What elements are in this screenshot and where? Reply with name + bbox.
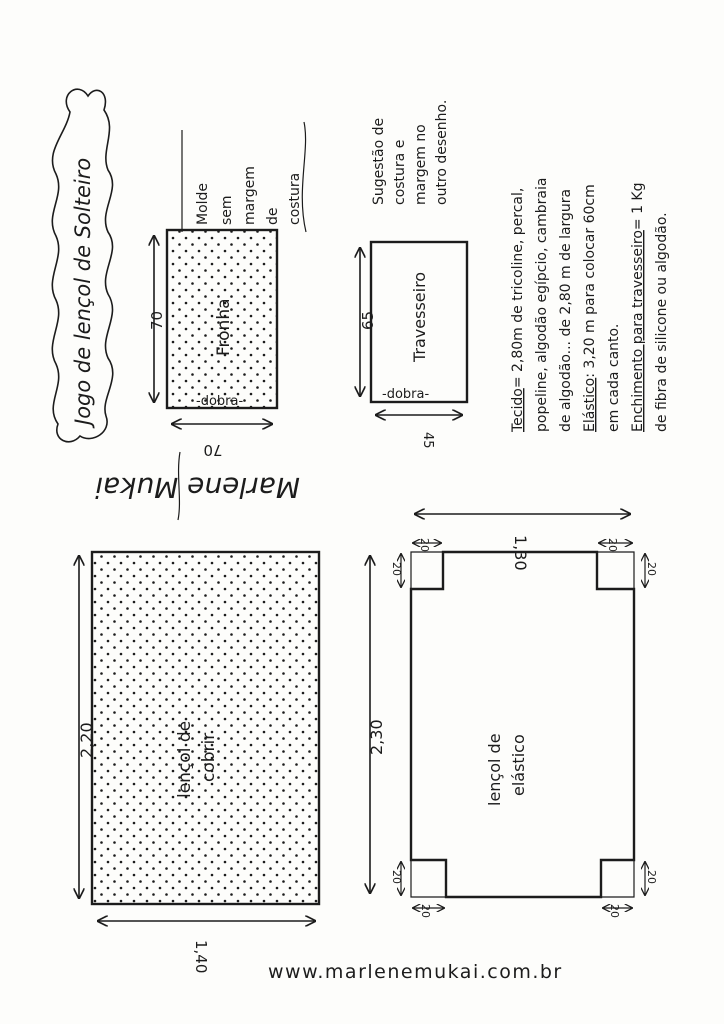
travesseiro-width: 45 bbox=[420, 432, 435, 449]
suggestion-line-4: outro desenho. bbox=[434, 99, 450, 205]
molde-line-4: de bbox=[265, 207, 281, 225]
svg-text:costura bbox=[287, 173, 303, 225]
corner-tr-height: 20 bbox=[645, 562, 658, 576]
title: Jogo de lençol de Solteiro bbox=[71, 157, 95, 425]
molde-line-5: costura bbox=[287, 172, 303, 225]
corner-tr-width: 20 bbox=[606, 538, 619, 552]
svg-text:popeline, algodão egípcio, cam bbox=[534, 178, 550, 432]
title-banner bbox=[52, 89, 112, 442]
materials-label-3: Elástico bbox=[582, 377, 598, 432]
lencol-cobrir-label-1: lençol de bbox=[175, 720, 195, 798]
lencol-elastico-label-1: lençol de bbox=[485, 733, 504, 806]
website: www.marlenemukai.com.br bbox=[268, 961, 563, 983]
lencol-cobrir-width: 1,40 bbox=[192, 940, 210, 974]
materials-note bbox=[510, 178, 670, 433]
molde-line-1: Molde bbox=[195, 182, 211, 225]
fronha-width: 70 bbox=[203, 441, 223, 459]
svg-text:Enchimento para travesseiro= 1 bbox=[630, 183, 646, 433]
corner-tl-width: 20 bbox=[418, 538, 431, 552]
materials-text-4: em cada canto. bbox=[606, 323, 622, 432]
materials-text-2: de algodão... de 2,80 m de largura bbox=[558, 188, 574, 432]
fronha-height: 70 bbox=[148, 310, 166, 330]
travesseiro-height: 65 bbox=[359, 310, 377, 330]
svg-text:sem bbox=[219, 195, 235, 225]
corner-br-height: 20 bbox=[645, 870, 658, 884]
corner-bl-width: 20 bbox=[419, 904, 432, 918]
signature-text: Marlene Mukai bbox=[95, 471, 300, 504]
suggestion-line-2: costura e bbox=[392, 139, 408, 205]
corner-cut-bottom-right bbox=[601, 860, 634, 897]
suggestion-note bbox=[371, 100, 450, 205]
molde-note bbox=[182, 122, 306, 232]
lencol-cobrir-piece bbox=[77, 552, 319, 973]
signature bbox=[95, 452, 300, 520]
corner-cut-top-right bbox=[597, 552, 634, 589]
svg-text:de algodão... de 2,80 m de lar bbox=[558, 189, 574, 432]
lencol-elastico-outline bbox=[411, 552, 634, 897]
corner-tl-height: 20 bbox=[390, 562, 403, 576]
lencol-cobrir-dot-fill bbox=[92, 552, 319, 904]
corner-cut-bottom-left bbox=[411, 860, 446, 897]
lencol-cobrir-label-2: cobrir bbox=[199, 732, 219, 782]
fronha-piece bbox=[148, 230, 277, 459]
lencol-cobrir-height: 2,20 bbox=[77, 722, 96, 758]
materials-text-5: = 1 Kg bbox=[630, 182, 646, 231]
svg-text:Tecido= 2,80m de tricoline, pe bbox=[510, 188, 526, 433]
corner-br-width: 20 bbox=[608, 904, 621, 918]
lencol-elastico-piece bbox=[367, 514, 658, 918]
materials-label-0: Tecido bbox=[510, 388, 526, 432]
materials-text-1: popeline, algodão egípcio, cambraia bbox=[534, 177, 550, 432]
suggestion-line-1: Sugestão de bbox=[371, 117, 387, 205]
svg-text:de fibra de silicone ou algodã bbox=[654, 212, 670, 432]
svg-text:Molde bbox=[195, 183, 211, 225]
fronha-label: Fronha bbox=[214, 298, 234, 356]
suggestion-line-3: margem no bbox=[413, 124, 429, 205]
materials-text-6: de fibra de silicone ou algodão. bbox=[654, 212, 670, 432]
materials-text-0: = 2,80m de tricoline, percal, bbox=[510, 187, 526, 389]
corner-cut-top-left bbox=[411, 552, 443, 589]
corner-bl-height: 20 bbox=[390, 870, 403, 884]
svg-text:Elástico: 3,20 m para colocar bbox=[582, 184, 598, 432]
molde-line-3: margem bbox=[242, 166, 258, 225]
travesseiro-fold: -dobra- bbox=[382, 387, 430, 402]
fronha-fold: -dobra- bbox=[196, 394, 244, 409]
travesseiro-piece bbox=[359, 242, 467, 449]
travesseiro-label: Travesseiro bbox=[410, 271, 429, 362]
lencol-elastico-label-2: elástico bbox=[509, 734, 528, 796]
materials-text-3: : 3,20 m para colocar 60cm bbox=[582, 184, 598, 378]
materials-label-5: Enchimento para travesseiro bbox=[630, 230, 646, 432]
lencol-elastico-height: 2,30 bbox=[367, 719, 386, 755]
svg-text:em cada canto. bbox=[606, 324, 622, 432]
svg-text:margem bbox=[242, 166, 258, 225]
molde-line-2: sem bbox=[219, 195, 235, 225]
lencol-elastico-width: 1,30 bbox=[511, 535, 530, 571]
svg-text:de bbox=[265, 208, 281, 226]
